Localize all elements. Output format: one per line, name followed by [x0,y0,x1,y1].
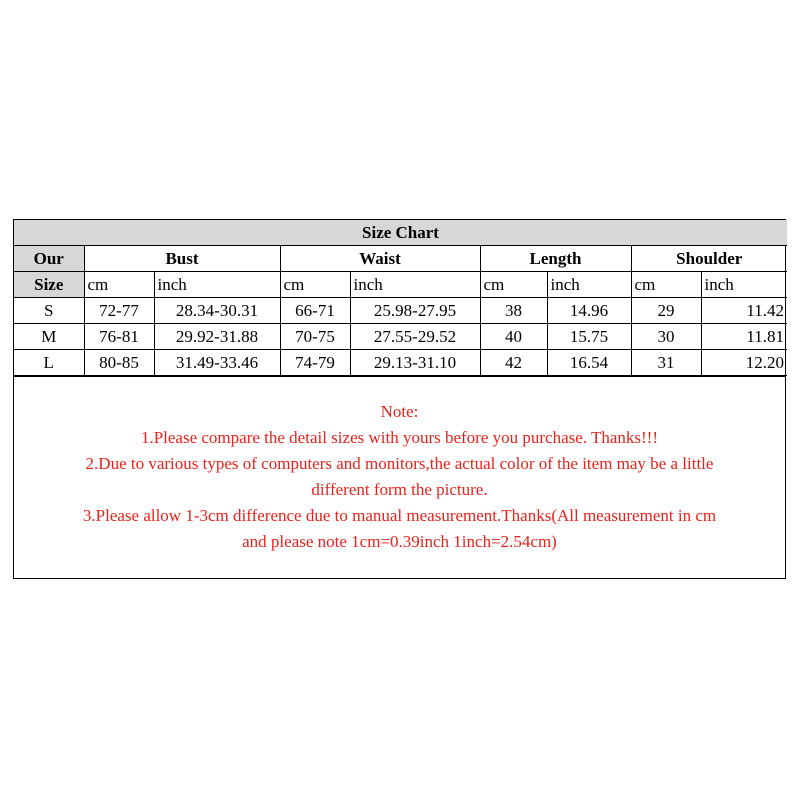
group-header-row [14,246,787,272]
chart-title: Size Chart [14,220,787,246]
unit-shoulder-inch: inch [701,272,787,298]
length-cm-cell: 42 [480,350,547,376]
size-cell: S [14,298,84,324]
note-line: 1.Please compare the detail sizes with yours before you purchase. Thanks!!! [140,428,659,447]
header-shoulder: Shoulder [631,246,787,272]
unit-bust-cm: cm [84,272,154,298]
unit-length-inch: inch [547,272,631,298]
shoulder-cm-cell: 31 [631,350,701,376]
bust-inch-cell: 31.49-33.46 [154,350,280,376]
note-line: and please note 1cm=0.39inch 1inch=2.54cm) [242,532,557,551]
unit-shoulder-cm: cm [631,272,701,298]
length-inch-cell: 15.75 [547,324,631,350]
length-cm-cell: 38 [480,298,547,324]
shoulder-inch-cell: 11.81 [701,324,787,350]
length-inch-cell: 16.54 [547,350,631,376]
waist-inch-cell: 29.13-31.10 [350,350,480,376]
header-our: Our [14,246,84,272]
note-line: 2.Due to various types of computers and monitors,the actual color of the item may be a little [85,454,714,473]
title-row [14,220,787,246]
waist-inch-cell: 27.55-29.52 [350,324,480,350]
notes-section [14,376,785,577]
header-size: Size [14,272,84,298]
unit-length-cm: cm [480,272,547,298]
size-chart [13,219,786,579]
length-inch-cell: 14.96 [547,298,631,324]
unit-header-row [14,272,787,298]
bust-cm-cell: 76-81 [84,324,154,350]
header-length: Length [480,246,631,272]
note-line: 3.Please allow 1-3cm difference due to manual measurement.Thanks(All measurement in cm [82,506,717,525]
bust-inch-cell: 28.34-30.31 [154,298,280,324]
unit-waist-cm: cm [280,272,350,298]
size-cell: M [14,324,84,350]
size-chart-table [14,220,787,376]
shoulder-cm-cell: 30 [631,324,701,350]
note-line: different form the picture. [311,480,488,499]
waist-cm-cell: 66-71 [280,298,350,324]
waist-cm-cell: 74-79 [280,350,350,376]
note-heading: Note: [380,402,419,421]
header-bust: Bust [84,246,280,272]
unit-bust-inch: inch [154,272,280,298]
bust-inch-cell: 29.92-31.88 [154,324,280,350]
waist-inch-cell: 25.98-27.95 [350,298,480,324]
table-row [14,298,787,324]
size-cell: L [14,350,84,376]
shoulder-inch-cell: 12.20 [701,350,787,376]
bust-cm-cell: 72-77 [84,298,154,324]
header-waist: Waist [280,246,480,272]
shoulder-cm-cell: 29 [631,298,701,324]
length-cm-cell: 40 [480,324,547,350]
bust-cm-cell: 80-85 [84,350,154,376]
shoulder-inch-cell: 11.42 [701,298,787,324]
table-row [14,324,787,350]
table-row [14,350,787,376]
waist-cm-cell: 70-75 [280,324,350,350]
unit-waist-inch: inch [350,272,480,298]
